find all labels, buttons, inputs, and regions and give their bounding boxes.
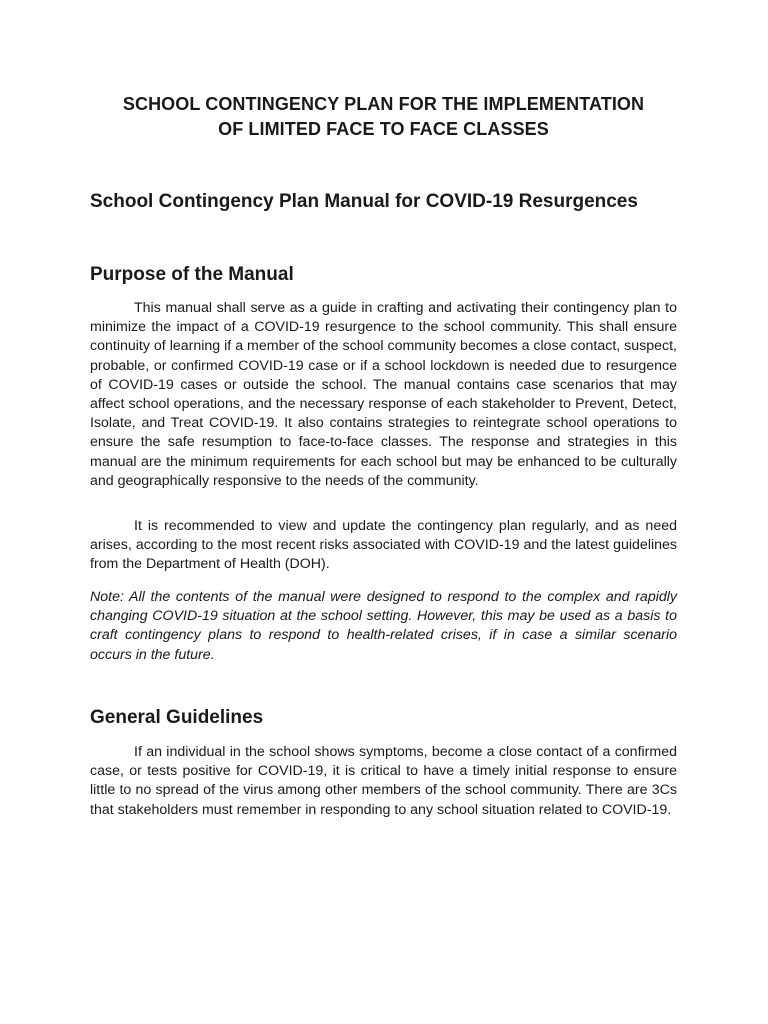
- document-title: [90, 92, 677, 142]
- document-subtitle: School Contingency Plan Manual for COVID-19 Resurgences: [90, 191, 638, 212]
- document-title-line-1: SCHOOL CONTINGENCY PLAN FOR THE IMPLEMENTATION: [122, 94, 645, 114]
- purpose-note: Note: All the contents of the manual were designed to respond to the complex and rapidly changing COVID-19 situation at the school setting. However, this may be used as a basis to craft contingency plans to respond to health-related crises, if in case a similar scenario occurs in the future.: [90, 589, 677, 663]
- document-title-line-2: OF LIMITED FACE TO FACE CLASSES: [218, 119, 549, 139]
- purpose-paragraph-1: This manual shall serve as a guide in crafting and activating their contingency plan to minimize the impact of a COVID-19 resurgence to the school community. This shall ensure continuity of learning if a member of the school community becomes a close contact, suspect, probable, or confirmed COVID-19 case or if a school lockdown is needed due to resurgence of COVID-19 cases or outside the school. The manual contains case scenarios that may affect school operations, and the necessary response of each stakeholder to Prevent, Detect, Isolate, and Treat COVID-19. It also contains strategies to reintegrate school operations to ensure the safe resumption to face-to-face classes. The response and strategies in this manual are the minimum requirements for each school but may be enhanced to be culturally and geographically responsive to the needs of the community.: [90, 300, 677, 489]
- general-guidelines-paragraph-1: If an individual in the school shows symptoms, become a close contact of a confirmed case, or tests positive for COVID-19, it is critical to have a timely initial response to ensure little to no spread of the virus among other members of the school community. There are 3Cs that stakeholders must remember in responding to any school situation related to COVID-19.: [90, 744, 677, 818]
- section-heading-general-guidelines: General Guidelines: [90, 707, 264, 728]
- document-page: [90, 92, 677, 818]
- purpose-paragraph-2: It is recommended to view and update the contingency plan regularly, and as need arises, according to the most recent risks associated with COVID-19 and the latest guidelines from the Department of Health (DOH).: [90, 518, 677, 573]
- section-heading-purpose: Purpose of the Manual: [90, 264, 294, 285]
